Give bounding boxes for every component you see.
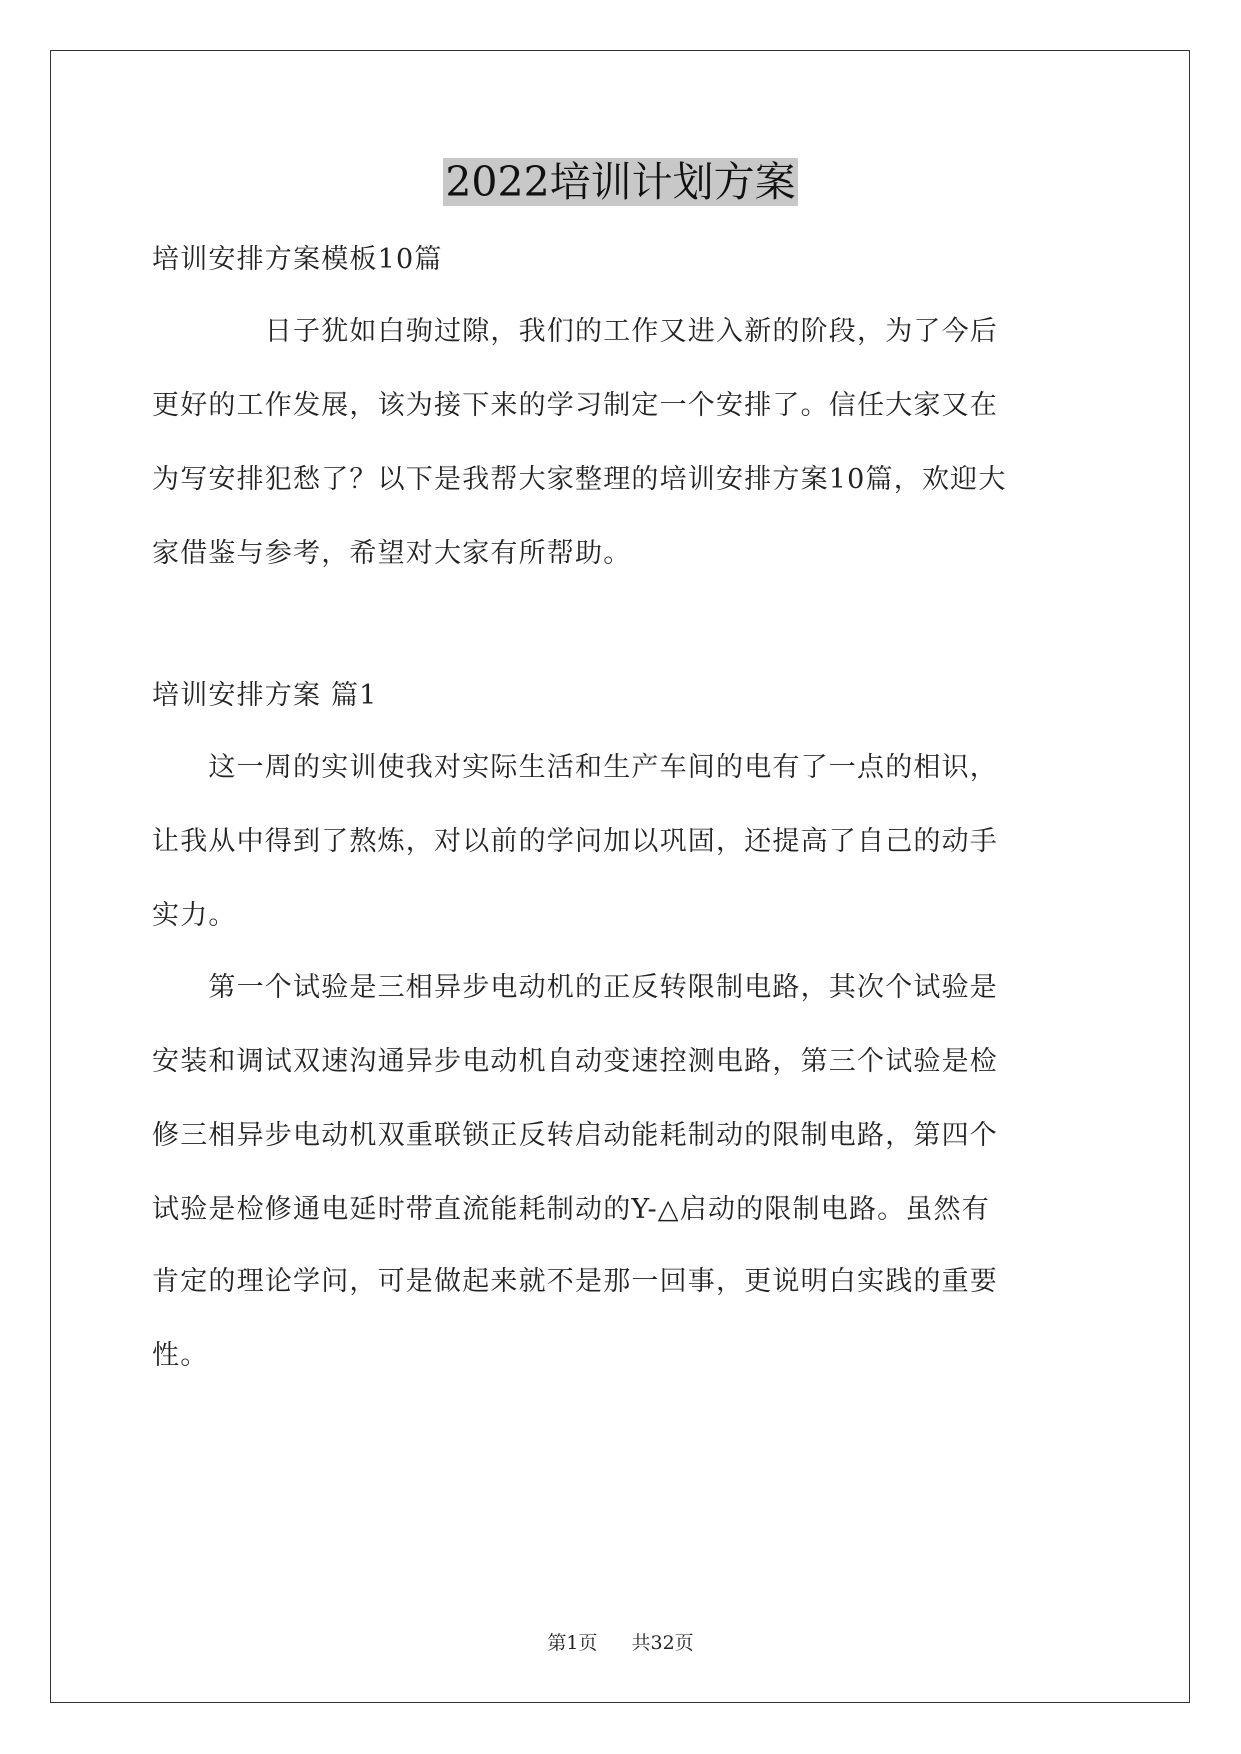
document-subtitle: 培训安排方案模板10篇: [152, 244, 443, 275]
page-number: 第1页: [547, 1632, 598, 1654]
paragraph2-line-5: 肯定的理论学问，可是做起来就不是那一回事，更说明白实践的重要: [152, 1266, 998, 1297]
intro-line-3: 为写安排犯愁了？以下是我帮大家整理的培训安排方案10篇，欢迎大: [152, 464, 1007, 495]
paragraph1-line-1: 这一周的实训使我对实际生活和生产车间的电有了一点的相识，: [152, 752, 998, 783]
paragraph1-line-2: 让我从中得到了熬炼，对以前的学问加以巩固，还提高了自己的动手: [152, 826, 998, 857]
intro-line-2: 更好的工作发展，该为接下来的学习制定一个安排了。信任大家又在: [152, 390, 998, 421]
paragraph2-line-1: 第一个试验是三相异步电动机的正反转限制电路，其次个试验是: [152, 972, 998, 1003]
paragraph1-line-3: 实力。: [152, 900, 237, 931]
paragraph2-line-2: 安装和调试双速沟通异步电动机自动变速控测电路，第三个试验是检: [152, 1046, 998, 1077]
intro-line-1: 日子犹如白驹过隙，我们的工作又进入新的阶段，为了今后: [152, 316, 998, 347]
section-heading: 培训安排方案 篇1: [152, 680, 378, 711]
intro-line-4: 家借鉴与参考，希望对大家有所帮助。: [152, 538, 632, 569]
document-title-text: 2022培训计划方案: [445, 158, 796, 206]
page-total: 共32页: [631, 1632, 694, 1654]
paragraph2-line-6: 性。: [152, 1340, 209, 1371]
page-footer: [0, 1628, 1241, 1655]
paragraph2-line-4: 试验是检修通电延时带直流能耗制动的Y-△启动的限制电路。虽然有: [152, 1194, 990, 1225]
paragraph2-line-3: 修三相异步电动机双重联锁正反转启动能耗制动的限制电路，第四个: [152, 1120, 998, 1151]
page-border: [50, 50, 1190, 1703]
document-title: [0, 158, 1241, 206]
